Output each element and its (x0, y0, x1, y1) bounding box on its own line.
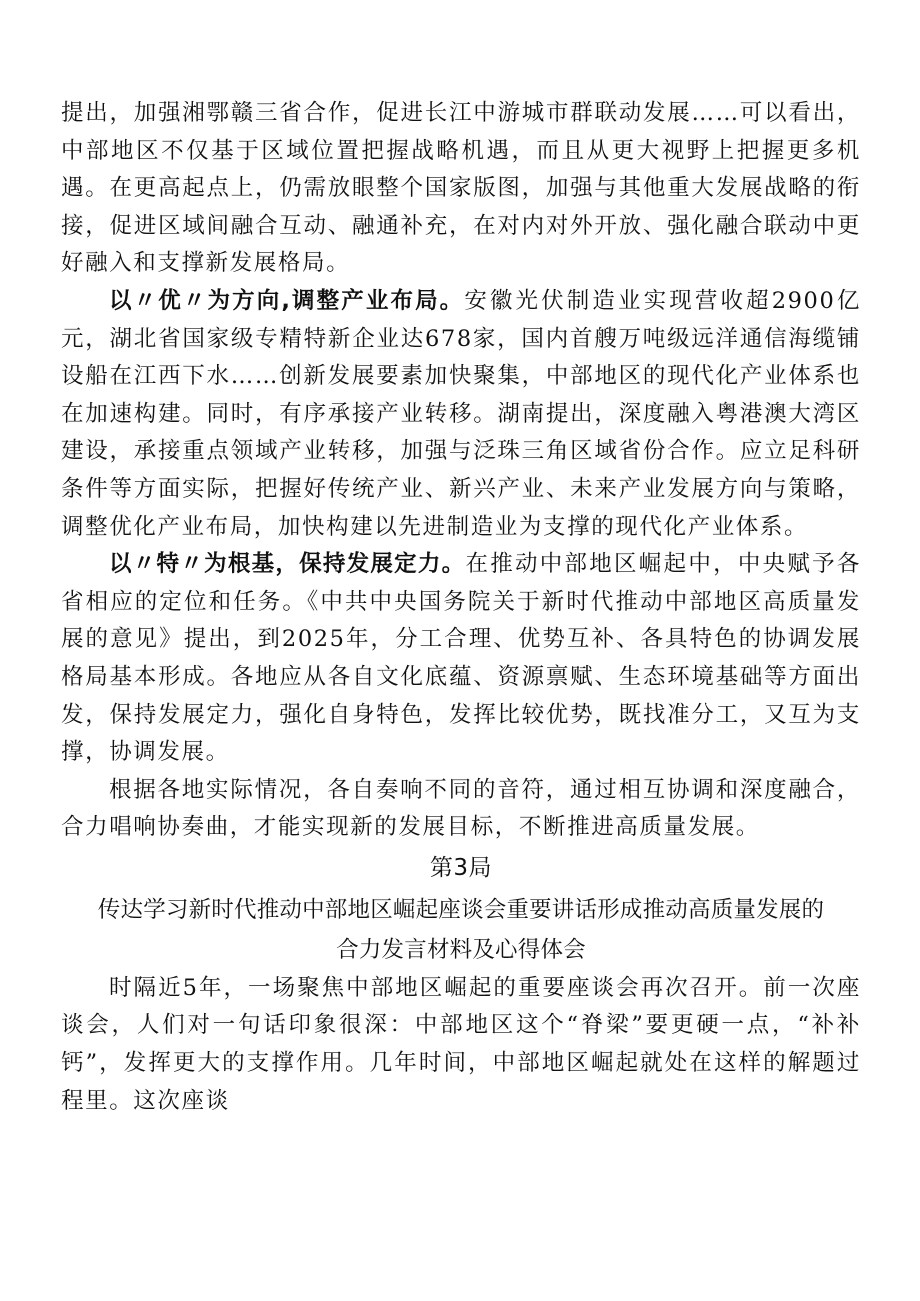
document-page (61, 95, 861, 1120)
paragraph-2 (61, 283, 861, 546)
paragraph-2-lead: 以〃优〃为方向,调整产业布局。 (109, 287, 465, 314)
paragraph-1: 提出，加强湘鄂赣三省合作，促进长江中游城市群联动发展……可以看出，中部地区不仅基于区域位置把握战略机遇，而且从更大视野上把握更多机遇。在更高起点上，仍需放眼整个国家版图，加强与其他重大发展战略的衔接，促进区域间融合互动、融通补充，在对内对外开放、强化融合联动中更好融入和支撑新发展格局。 (61, 100, 861, 277)
paragraph-3-body: 在推动中部地区崛起中，中央赋予各省相应的定位和任务。《中共中央国务院关于新时代推动中部地区高质量发展的意见》提出，到2025年，分工合理、优势互补、各具特色的协调发展格局基本形成。各地应从各自文化底蕴、资源禀赋、生态环境基础等方面出发，保持发展定力，强化自身特色，发挥比较优势，既找准分工，又互为支撑，协调发展。 (61, 551, 861, 766)
article-title-line-1: 传达学习新时代推动中部地区崛起座谈会重要讲话形成推动高质量发展的 (97, 896, 825, 923)
paragraph-3-lead: 以〃特〃为根基，保持发展定力。 (109, 551, 466, 578)
paragraph-4: 根据各地实际情况，各自奏响不同的音符，通过相互协调和深度融合，合力唱响协奏曲，才能实现新的发展目标，不断推进高质量发展。 (61, 776, 861, 841)
paragraph-2-body: 安徽光伏制造业实现营收超2900亿元，湖北省国家级专精特新企业达678家，国内首艘万吨级远洋通信海缆铺设船在江西下水……创新发展要素加快聚集，中部地区的现代化产业体系也在加速构建。同时，有序承接产业转移。湖南提出，深度融入粤港澳大湾区建设，承接重点领域产业转移，加强与泛珠三角区域省份合作。应立足科研条件等方面实际，把握好传统产业、新兴产业、未来产业发展方向与策略，调整优化产业布局，加快构建以先进制造业为支撑的现代化产业体系。 (61, 287, 861, 540)
section-label: 第3局 (429, 854, 493, 881)
article-title (61, 890, 861, 970)
paragraph-5: 时隔近5年，一场聚焦中部地区崛起的重要座谈会再次召开。前一次座谈会，人们对一句话印象很深：中部地区这个“脊梁”要更硬一点，“补补钙”，发挥更大的支撑作用。几年时间，中部地区崛起就处在这样的解题过程里。这次座谈 (61, 974, 861, 1114)
article-title-line-2: 合力发言材料及心得体会 (336, 936, 586, 963)
paragraph-3 (61, 546, 861, 772)
